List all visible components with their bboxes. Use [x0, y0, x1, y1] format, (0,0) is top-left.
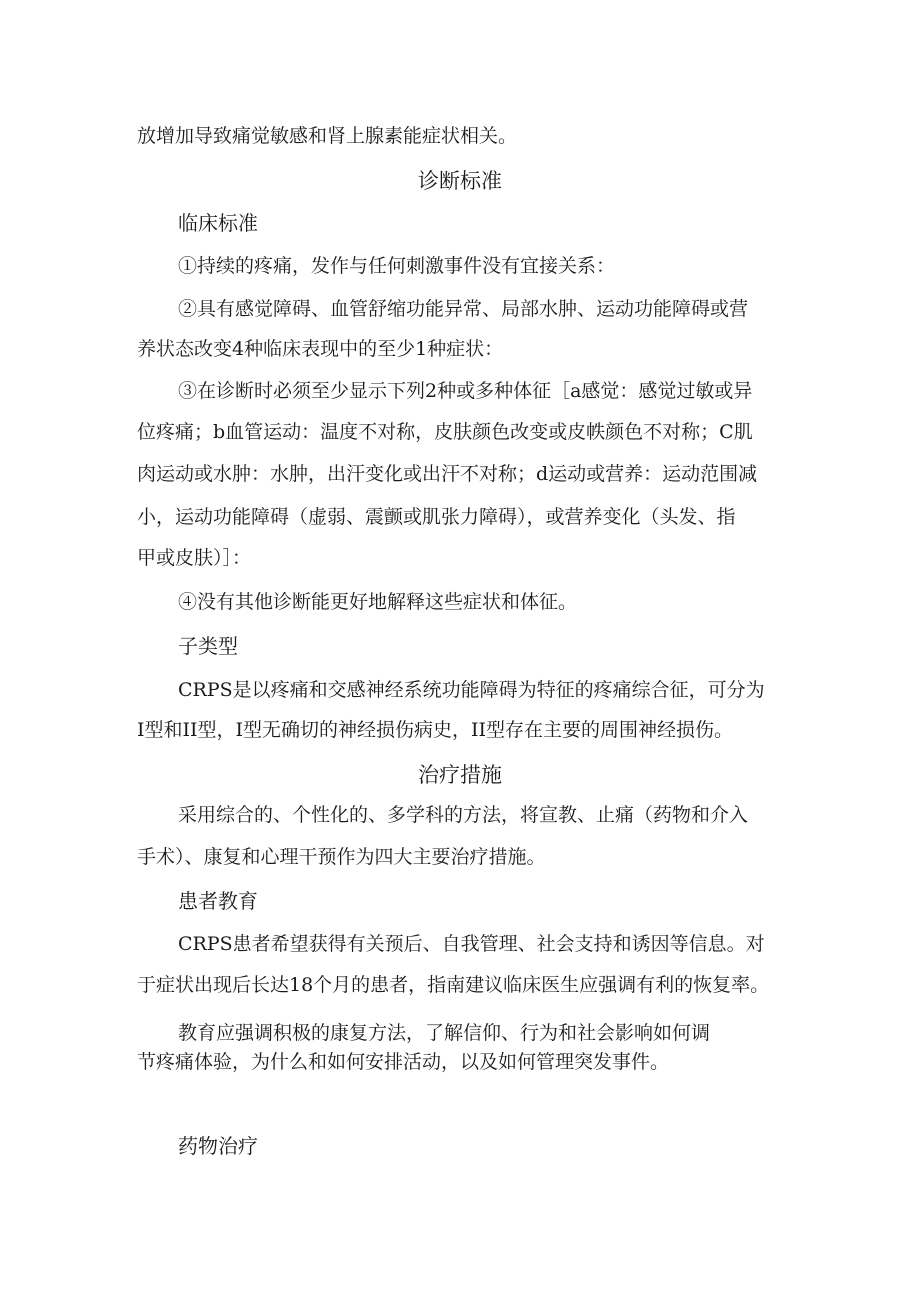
- subtype-line-1: CRPS是以疼痛和交感神经系统功能障碍为特征的疼痛综合征，可分为: [178, 679, 765, 701]
- treatment-heading: 治疗措施: [418, 763, 502, 787]
- criteria-line-1: ①持续的疼痛，发作与任何刺激事件没有宜接关系：: [178, 255, 616, 277]
- patient-education-heading: 患者教育: [178, 889, 258, 913]
- treatment-line-2: 手术）、康复和心理干预作为四大主要治疗措施。: [137, 846, 546, 868]
- criteria-line-7: 小，运动功能障碍（虚弱、震颤或肌张力障碍），或营养变化（头发、指: [137, 506, 736, 528]
- treatment-line-1: 采用综合的、个性化的、多学科的方法，将宣教、止痛（药物和介入: [178, 804, 749, 826]
- criteria-line-5: 位疼痛；b血管运动：温度不对称，皮肤颜色改变或皮帙颜色不对称；C肌: [137, 421, 753, 443]
- clinical-criteria-heading: 临床标准: [178, 211, 258, 235]
- criteria-line-8: 甲或皮肤）］：: [137, 547, 252, 569]
- education-line-3: 教育应强调积极的康复方法，了解信仰、行为和社会影响如何调: [178, 1022, 711, 1044]
- intro-tail: 放增加导致痛觉敏感和肾上腺素能症状相关。: [137, 125, 518, 147]
- drug-therapy-heading: 药物治疗: [178, 1134, 258, 1158]
- criteria-line-6: 肉运动或水肿：水肿，出汗变化或出汗不对称；d运动或营养：运动范围减: [137, 463, 758, 485]
- criteria-line-2: ②具有感觉障碍、血管舒缩功能异常、局部水肿、运动功能障碍或营: [178, 298, 749, 320]
- subtype-heading: 子类型: [178, 634, 238, 658]
- criteria-line-3: 养状态改变4种临床表现中的至少1种症状：: [137, 338, 504, 360]
- education-line-2: 于症状出现后长达18个月的患者，指南建议临床医生应强调有利的恢复率。: [137, 974, 770, 996]
- diagnosis-heading: 诊断标准: [418, 169, 502, 193]
- criteria-line-9: ④没有其他诊断能更好地解释这些症状和体征。: [178, 591, 578, 613]
- subtype-line-2: I型和II型，I型无确切的神经损伤病史，II型存在主要的周围神经损伤。: [137, 719, 734, 741]
- criteria-line-4: ③在诊断时必须至少显示下列2种或多种体征［a感觉：感觉过敏或异: [178, 380, 753, 402]
- education-line-1: CRPS患者希望获得有关预后、自我管理、社会支持和诱因等信息。对: [178, 933, 765, 955]
- education-line-4: 节疼痛体验，为什么和如何安排活动，以及如何管理突发事件。: [137, 1051, 670, 1073]
